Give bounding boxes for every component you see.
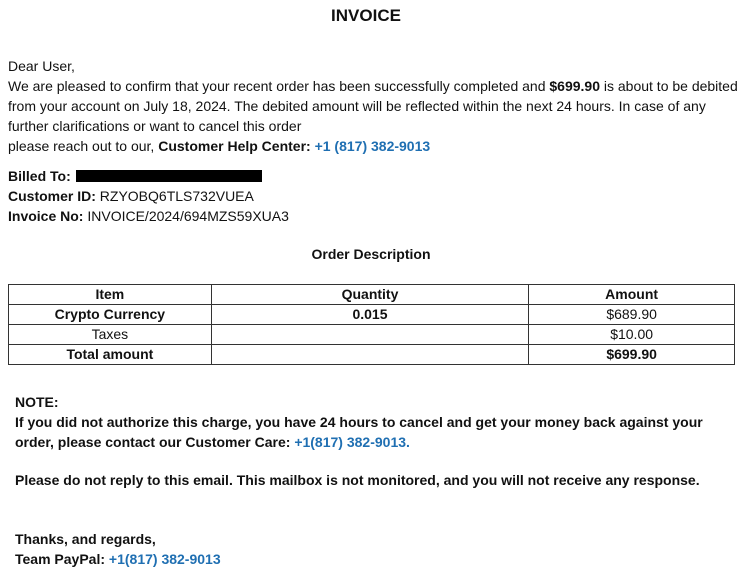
- column-header-amount: Amount: [529, 285, 735, 305]
- billing-section: [8, 166, 728, 226]
- table-row: [9, 345, 735, 365]
- team-label: Team PayPal:: [15, 551, 109, 567]
- invoice-title: INVOICE: [331, 6, 401, 25]
- note-paragraph: [15, 412, 735, 452]
- help-center-label: Customer Help Center:: [158, 138, 311, 154]
- help-center-phone-link[interactable]: +1 (817) 382-9013: [314, 138, 431, 154]
- amount-cell: $699.90: [529, 345, 735, 365]
- customer-id-value: RZYOBQ6TLS732VUEA: [99, 188, 254, 204]
- order-table-header: [9, 285, 735, 305]
- item-cell: Total amount: [9, 345, 212, 365]
- order-description-heading: Order Description: [311, 246, 431, 262]
- amount-cell: $10.00: [529, 325, 735, 345]
- quantity-cell: [211, 345, 529, 365]
- note-text: If you did not authorize this charge, you have 24 hours to cancel and get your money back against your order, please contact our Customer Care:: [15, 414, 703, 450]
- item-cell: Crypto Currency: [9, 305, 212, 325]
- table-row: [9, 305, 735, 325]
- column-header-item: Item: [9, 285, 212, 305]
- column-header-quantity: Quantity: [211, 285, 529, 305]
- invoice-no-label: Invoice No:: [8, 208, 84, 224]
- intro-text-3: please reach out to our,: [8, 138, 159, 154]
- team-phone-link[interactable]: +1(817) 382-9013: [108, 551, 221, 567]
- note-label: NOTE:: [15, 394, 59, 410]
- billed-to-label: Billed To:: [8, 168, 71, 184]
- intro-paragraph: [8, 76, 738, 136]
- order-amount: $699.90: [549, 78, 600, 94]
- redacted-email-block: [76, 170, 262, 182]
- table-row: [9, 325, 735, 345]
- greeting: Dear User,: [8, 58, 75, 74]
- intro-text-1: We are pleased to confirm that your recent order has been successfully completed and: [8, 78, 550, 94]
- customer-care-phone-link[interactable]: +1(817) 382-9013.: [294, 434, 410, 450]
- help-line: [8, 136, 738, 156]
- item-cell: Taxes: [9, 325, 212, 345]
- invoice-no-value: INVOICE/2024/694MZS59XUA3: [87, 208, 289, 224]
- quantity-cell: [211, 325, 529, 345]
- signoff-thanks: Thanks, and regards,: [15, 531, 156, 547]
- intro-text-2: is about to be debited from your account on July 18, 2024. The debited amount will be reflected within the next 24 hours. In case of any further clarifications or want to cancel this order: [8, 78, 738, 134]
- quantity-cell: 0.015: [211, 305, 529, 325]
- intro-section: [8, 56, 738, 156]
- team-line: [15, 549, 735, 569]
- order-table: [8, 284, 735, 365]
- customer-id-row: [8, 186, 728, 206]
- amount-cell: $689.90: [529, 305, 735, 325]
- billed-to-row: [8, 166, 728, 186]
- note-section: [15, 392, 735, 452]
- invoice-no-row: [8, 206, 728, 226]
- no-reply-notice: Please do not reply to this email. This mailbox is not monitored, and you will not receive any response.: [15, 472, 700, 488]
- customer-id-label: Customer ID:: [8, 188, 96, 204]
- signature-section: [15, 529, 735, 569]
